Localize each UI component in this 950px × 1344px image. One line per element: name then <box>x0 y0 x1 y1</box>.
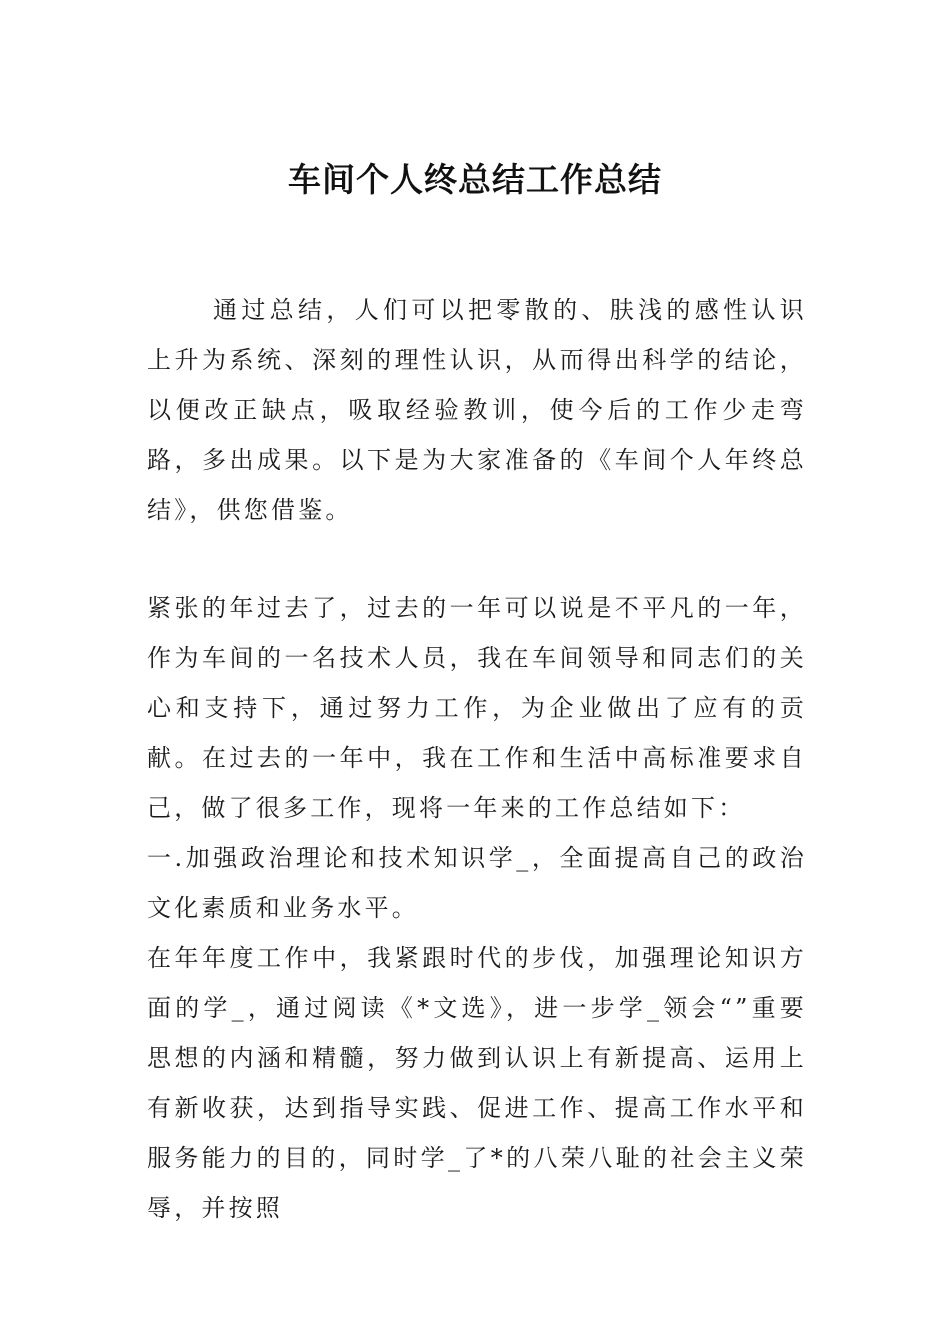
intro-section <box>147 285 807 535</box>
intro-paragraph: 通过总结，人们可以把零散的、肤浅的感性认识上升为系统、深刻的理性认识，从而得出科学的结论，以便改正缺点，吸取经验教训，使今后的工作少走弯路，多出成果。以下是为大家准备的《车间个人年终总结》，供您借鉴。 <box>147 296 807 524</box>
body-paragraph-1: 紧张的年过去了，过去的一年可以说是不平凡的一年，作为车间的一名技术人员，我在车间领导和同志们的关心和支持下，通过努力工作，为企业做出了应有的贡献。在过去的一年中，我在工作和生活中高标准要求自己，做了很多工作，现将一年来的工作总结如下： <box>147 594 807 822</box>
body-paragraph-2: 在年年度工作中，我紧跟时代的步伐，加强理论知识方面的学_，通过阅读《*文选》，进一步学_领会“”重要思想的内涵和精髓，努力做到认识上有新提高、运用上有新收获，达到指导实践、促进工作、提高工作水平和服务能力的目的，同时学_了*的八荣八耻的社会主义荣辱，并按照 <box>147 944 807 1222</box>
main-section <box>147 583 807 1233</box>
section-heading-1: 一.加强政治理论和技术知识学_，全面提高自己的政治文化素质和业务水平。 <box>147 844 807 922</box>
document-title: 车间个人终总结工作总结 <box>288 160 662 199</box>
